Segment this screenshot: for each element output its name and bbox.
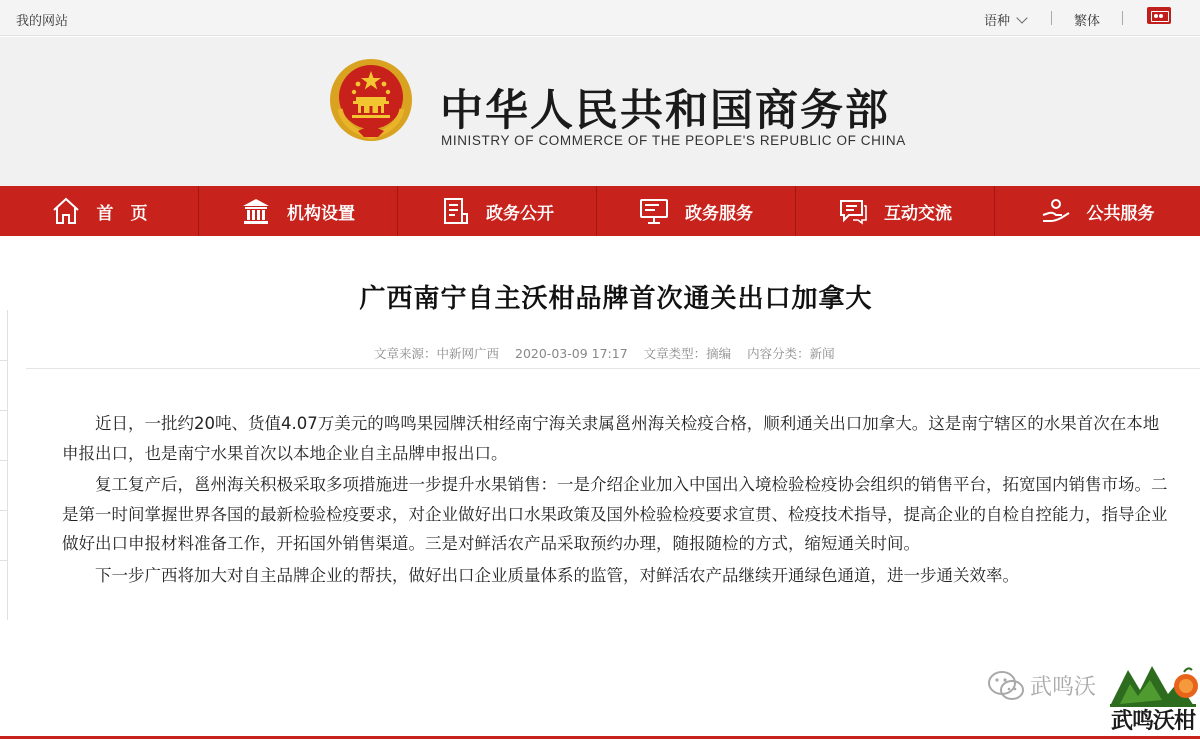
wechat-watermark <box>984 660 1096 710</box>
article-source: 文章来源：中新网广西 <box>374 346 500 361</box>
chevron-down-icon <box>1016 12 1027 23</box>
nav-item-label: 政务服务 <box>685 203 753 224</box>
national-emblem-icon <box>328 57 414 143</box>
divider <box>1051 11 1052 25</box>
language-label: 语种 <box>984 14 1011 29</box>
nav-item-public-services[interactable] <box>995 186 1200 236</box>
language-dropdown[interactable] <box>984 10 1026 29</box>
nav-item-government-services[interactable] <box>597 186 796 236</box>
nav-item-label: 互动交流 <box>884 203 952 224</box>
nav-item-label: 机构设置 <box>287 203 355 224</box>
radio-icon[interactable] <box>1147 7 1171 24</box>
article-paragraph: 复工复产后，邕州海关积极采取多项措施进一步提升水果销售：一是介绍企业加入中国出入境检验检疫协会组织的销售平台，拓宽国内销售市场。二是第一时间掌握世界各国的最新检验检疫要求，对企业做好出口水果政策及国外检验检疫要求宣贯、检疫技术指导，提高企业的自检自控能力，指导企业做好出口申报材料准备工作，开拓国外销售渠道。三是对鲜活农产品采取预约办理，随报随检的方式，缩短通关时间。 <box>62 475 1168 553</box>
article-type: 文章类型：摘编 <box>643 346 732 361</box>
document-icon <box>440 196 470 226</box>
my-website-link[interactable]: 我的网站 <box>16 14 69 29</box>
nav-item-government-affairs[interactable] <box>398 186 597 236</box>
article-datetime: 2020-03-09 17:17 <box>515 346 628 361</box>
building-icon <box>241 196 271 226</box>
side-tab-strip <box>0 310 8 620</box>
wechat-icon <box>984 663 1028 707</box>
site-title: 中华人民共和国商务部 <box>440 86 890 136</box>
article-body <box>62 409 1170 592</box>
traditional-chinese-link[interactable]: 繁体 <box>1074 14 1101 29</box>
nav-item-home[interactable] <box>0 186 199 236</box>
nav-item-label: 首 页 <box>96 203 148 224</box>
nav-item-label: 政务公开 <box>486 203 554 224</box>
article-meta <box>374 344 847 362</box>
divider <box>1122 11 1123 25</box>
monitor-icon <box>639 196 669 226</box>
chat-icon <box>838 196 868 226</box>
article-paragraph: 下一步广西将加大对自主品牌企业的帮扶，做好出口企业质量体系的监管，对鲜活农产品继续开通绿色通道，进一步通关效率。 <box>95 565 1019 585</box>
site-subtitle: MINISTRY OF COMMERCE OF THE PEOPLE'S REPUBLIC OF CHINA <box>441 133 906 148</box>
hand-service-icon <box>1041 196 1071 226</box>
site-header <box>0 37 1200 186</box>
top-utility-bar <box>0 0 1200 36</box>
nav-item-interaction[interactable] <box>796 186 995 236</box>
brand-logo-text: 武鸣沃柑 <box>1111 709 1196 734</box>
watermark-text: 武鸣沃 <box>1030 674 1097 700</box>
article-category: 内容分类：新闻 <box>747 346 835 361</box>
main-nav <box>0 186 1200 236</box>
divider <box>26 368 1200 369</box>
article-title: 广西南宁自主沃柑品牌首次通关出口加拿大 <box>359 284 873 314</box>
nav-item-label: 公共服务 <box>1086 203 1155 224</box>
nav-item-organization[interactable] <box>199 186 398 236</box>
article-paragraph: 近日，一批约20吨、货值4.07万美元的鸣鸣果园牌沃柑经南宁海关隶属邕州海关检疫合格，顺利通关出口加拿大。这是南宁辖区的水果首次在本地申报出口，也是南宁水果首次以本地企业自主品牌申报出口。 <box>62 414 1160 463</box>
home-icon <box>51 196 81 226</box>
